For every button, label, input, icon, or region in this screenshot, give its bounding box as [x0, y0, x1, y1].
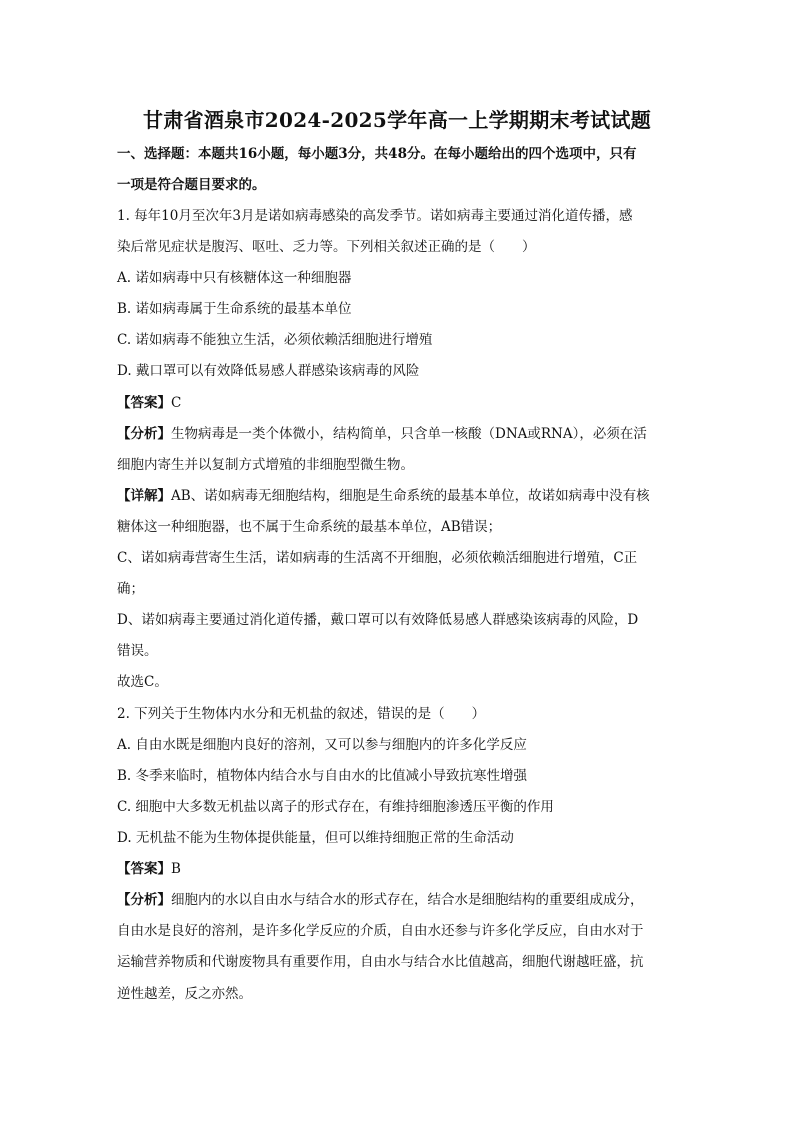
- q1-detail-line-4: 确；: [117, 581, 144, 597]
- q2-option-b: B. 冬季来临时，植物体内结合水与自由水的比值减小导致抗寒性增强: [117, 768, 528, 784]
- q1-option-b: B. 诺如病毒属于生命系统的最基本单位: [117, 301, 352, 317]
- q1-answer-value: C: [171, 395, 182, 411]
- q1-analysis-line-1: [117, 425, 647, 443]
- q1-detail-line-1: [117, 487, 650, 505]
- q2-answer-tag: 【答案】: [117, 861, 171, 877]
- q2-option-d: D. 无机盐不能为生物体提供能量，但可以维持细胞正常的生命活动: [117, 830, 514, 846]
- q1-stem-line-2: 染后常见症状是腹泻、呕吐、乏力等。下列相关叙述正确的是（ ）: [117, 239, 536, 255]
- q2-stem: 2. 下列关于生物体内水分和无机盐的叙述，错误的是（ ）: [117, 706, 486, 722]
- q1-analysis-text-1: 生物病毒是一类个体微小，结构简单，只含单一核酸（DNA或RNA），必须在活: [171, 426, 647, 442]
- page-title: 甘肃省酒泉市2024-2025学年高一上学期期末考试试题: [142, 108, 652, 132]
- q2-answer: [117, 860, 181, 878]
- q2-analysis-line-4: 逆性越差，反之亦然。: [117, 986, 252, 1002]
- q2-analysis-text-1: 细胞内的水以自由水与结合水的形式存在，结合水是细胞结构的重要组成成分，: [171, 892, 644, 908]
- q1-analysis-line-2: 细胞内寄生并以复制方式增殖的非细胞型微生物。: [117, 457, 414, 473]
- q1-conclusion: 故选C。: [117, 674, 168, 690]
- q2-option-c: C. 细胞中大多数无机盐以离子的形式存在，有维持细胞渗透压平衡的作用: [117, 799, 554, 815]
- q2-analysis-line-2: 自由水是良好的溶剂，是许多化学反应的介质，自由水还参与许多化学反应，自由水对于: [117, 923, 644, 939]
- q1-stem-line-1: 1. 每年10月至次年3月是诺如病毒感染的高发季节。诺如病毒主要通过消化道传播，感: [117, 208, 633, 224]
- q1-detail-line-2: 糖体这一种细胞器，也不属于生命系统的最基本单位，AB错误；: [117, 519, 502, 535]
- q2-analysis-line-3: 运输营养物质和代谢废物具有重要作用，自由水与结合水比值越高，细胞代谢越旺盛，抗: [117, 954, 644, 970]
- q1-option-d: D. 戴口罩可以有效降低易感人群感染该病毒的风险: [117, 363, 420, 379]
- q1-option-a: A. 诺如病毒中只有核糖体这一种细胞器: [117, 270, 352, 286]
- q1-detail-text-1: AB、诺如病毒无细胞结构，细胞是生命系统的最基本单位，故诺如病毒中没有核: [171, 488, 650, 504]
- q2-analysis-line-1: [117, 891, 644, 909]
- section-instruction-line-1: 一、选择题：本题共16小题，每小题3分，共48分。在每小题给出的四个选项中，只有: [117, 146, 637, 162]
- q2-answer-value: B: [171, 861, 181, 877]
- q2-analysis-tag: 【分析】: [117, 892, 171, 908]
- q1-analysis-tag: 【分析】: [117, 426, 171, 442]
- section-instruction-line-2: 一项是符合题目要求的。: [117, 177, 266, 193]
- q1-detail-line-5: D、诺如病毒主要通过消化道传播，戴口罩可以有效降低易感人群感染该病毒的风险，D: [117, 612, 639, 628]
- q1-answer-tag: 【答案】: [117, 395, 171, 411]
- q1-detail-line-6: 错误。: [117, 643, 158, 659]
- q1-detail-line-3: C、诺如病毒营寄生生活，诺如病毒的生活离不开细胞，必须依赖活细胞进行增殖，C正: [117, 550, 638, 566]
- q1-option-c: C. 诺如病毒不能独立生活，必须依赖活细胞进行增殖: [117, 332, 433, 348]
- q2-option-a: A. 自由水既是细胞内良好的溶剂，又可以参与细胞内的许多化学反应: [117, 737, 527, 753]
- q1-answer: [117, 394, 181, 412]
- q1-detail-tag: 【详解】: [117, 488, 171, 504]
